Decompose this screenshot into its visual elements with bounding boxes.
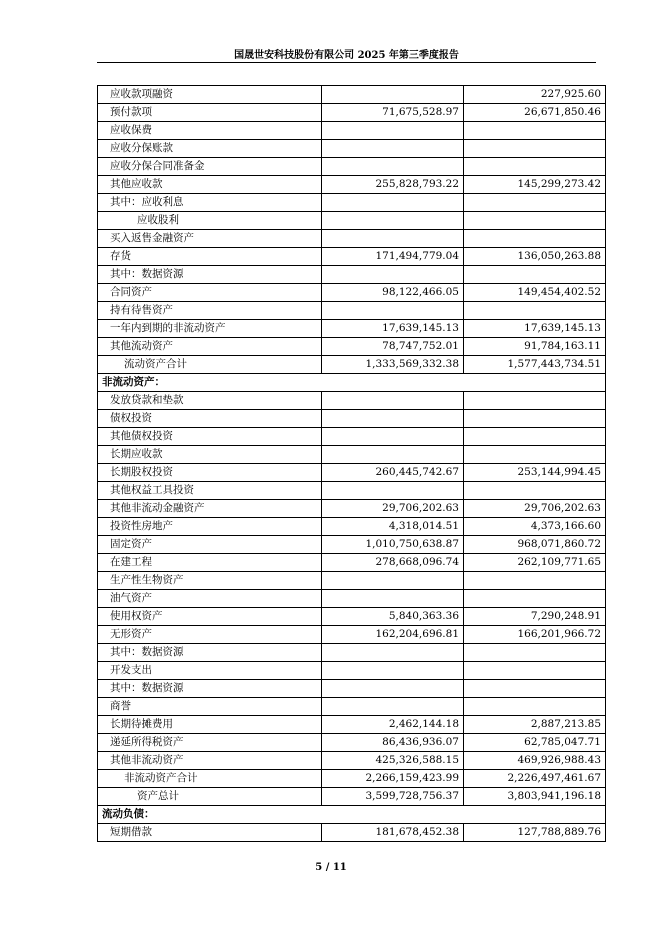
item-name: 递延所得税资产 [98, 734, 322, 752]
table-row [98, 716, 606, 734]
page-number: 5 / 11 [315, 862, 347, 873]
period-end-value [322, 194, 464, 212]
item-name: 其他权益工具投资 [98, 482, 322, 500]
period-end-value: 78,747,752.01 [322, 338, 464, 356]
table-row [98, 104, 606, 122]
item-name: 应收股利 [98, 212, 322, 230]
table-row [98, 176, 606, 194]
prior-year-end-value: 4,373,166.60 [464, 518, 606, 536]
prior-year-end-value: 968,071,860.72 [464, 536, 606, 554]
period-end-value [322, 698, 464, 716]
item-name: 持有待售资产 [98, 302, 322, 320]
balance-sheet-table [97, 85, 606, 842]
table-row [98, 752, 606, 770]
period-end-value [322, 212, 464, 230]
prior-year-end-value: 62,785,047.71 [464, 734, 606, 752]
item-name: 开发支出 [98, 662, 322, 680]
period-end-value: 2,266,159,423.99 [322, 770, 464, 788]
item-name: 应收款项融资 [98, 86, 322, 104]
period-end-value [322, 266, 464, 284]
table-row [98, 500, 606, 518]
item-name: 流动资产合计 [98, 356, 322, 374]
table-row [98, 626, 606, 644]
item-name: 应收分保合同准备金 [98, 158, 322, 176]
item-name: 长期股权投资 [98, 464, 322, 482]
period-end-value [322, 572, 464, 590]
prior-year-end-value: 166,201,966.72 [464, 626, 606, 644]
prior-year-end-value: 26,671,850.46 [464, 104, 606, 122]
item-name: 短期借款 [98, 824, 322, 842]
period-end-value: 162,204,696.81 [322, 626, 464, 644]
table-row [98, 122, 606, 140]
period-end-value [322, 158, 464, 176]
table-row [98, 554, 606, 572]
item-name: 合同资产 [98, 284, 322, 302]
period-end-value [322, 410, 464, 428]
item-name: 非流动资产合计 [98, 770, 322, 788]
prior-year-end-value [464, 410, 606, 428]
prior-year-end-value: 262,109,771.65 [464, 554, 606, 572]
table-row [98, 662, 606, 680]
item-name: 发放贷款和垫款 [98, 392, 322, 410]
prior-year-end-value [464, 482, 606, 500]
item-name: 资产总计 [98, 788, 322, 806]
item-name: 商誉 [98, 698, 322, 716]
table-row [98, 590, 606, 608]
table-row [98, 734, 606, 752]
period-end-value: 260,445,742.67 [322, 464, 464, 482]
period-end-value: 17,639,145.13 [322, 320, 464, 338]
item-name: 应收分保账款 [98, 140, 322, 158]
prior-year-end-value [464, 590, 606, 608]
period-end-value [322, 302, 464, 320]
prior-year-end-value: 7,290,248.91 [464, 608, 606, 626]
item-name: 存货 [98, 248, 322, 266]
item-name: 其他非流动金融资产 [98, 500, 322, 518]
item-name: 其他应收款 [98, 176, 322, 194]
period-end-value: 171,494,779.04 [322, 248, 464, 266]
table-row [98, 392, 606, 410]
prior-year-end-value [464, 680, 606, 698]
prior-year-end-value [464, 122, 606, 140]
prior-year-end-value: 469,926,988.43 [464, 752, 606, 770]
item-name: 一年内到期的非流动资产 [98, 320, 322, 338]
period-end-value: 4,318,014.51 [322, 518, 464, 536]
table-row [98, 302, 606, 320]
item-name: 长期待摊费用 [98, 716, 322, 734]
prior-year-end-value [464, 428, 606, 446]
report-header-title: 国晟世安科技股份有限公司 2025 年第三季度报告 [234, 50, 459, 61]
table-row [98, 212, 606, 230]
prior-year-end-value [464, 266, 606, 284]
prior-year-end-value [464, 230, 606, 248]
item-name: 固定资产 [98, 536, 322, 554]
period-end-value [322, 644, 464, 662]
period-end-value: 3,599,728,756.37 [322, 788, 464, 806]
table-row [98, 644, 606, 662]
prior-year-end-value [464, 644, 606, 662]
item-name: 其他流动资产 [98, 338, 322, 356]
period-end-value [322, 590, 464, 608]
period-end-value [322, 86, 464, 104]
header-divider [97, 62, 596, 63]
period-end-value [322, 662, 464, 680]
prior-year-end-value [464, 212, 606, 230]
item-name: 其中：数据资源 [98, 644, 322, 662]
table-row [98, 410, 606, 428]
table-row [98, 770, 606, 788]
section-heading: 非流动资产： [98, 374, 606, 392]
table-row [98, 284, 606, 302]
item-name: 其他债权投资 [98, 428, 322, 446]
period-end-value [322, 482, 464, 500]
period-end-value: 255,828,793.22 [322, 176, 464, 194]
section-row [98, 806, 606, 824]
item-name: 其中：数据资源 [98, 266, 322, 284]
table-row [98, 446, 606, 464]
prior-year-end-value: 136,050,263.88 [464, 248, 606, 266]
period-end-value: 1,010,750,638.87 [322, 536, 464, 554]
table-row [98, 194, 606, 212]
table-row [98, 356, 606, 374]
item-name: 债权投资 [98, 410, 322, 428]
prior-year-end-value [464, 662, 606, 680]
period-end-value: 71,675,528.97 [322, 104, 464, 122]
item-name: 其他非流动资产 [98, 752, 322, 770]
prior-year-end-value: 17,639,145.13 [464, 320, 606, 338]
item-name: 其中：应收利息 [98, 194, 322, 212]
item-name: 在建工程 [98, 554, 322, 572]
item-name: 投资性房地产 [98, 518, 322, 536]
table-row [98, 338, 606, 356]
table-row [98, 248, 606, 266]
prior-year-end-value: 3,803,941,196.18 [464, 788, 606, 806]
balance-sheet-body [98, 86, 606, 842]
period-end-value: 1,333,569,332.38 [322, 356, 464, 374]
prior-year-end-value: 253,144,994.45 [464, 464, 606, 482]
prior-year-end-value: 91,784,163.11 [464, 338, 606, 356]
prior-year-end-value: 149,454,402.52 [464, 284, 606, 302]
prior-year-end-value: 2,887,213.85 [464, 716, 606, 734]
period-end-value: 181,678,452.38 [322, 824, 464, 842]
prior-year-end-value: 2,226,497,461.67 [464, 770, 606, 788]
period-end-value: 29,706,202.63 [322, 500, 464, 518]
table-row [98, 824, 606, 842]
prior-year-end-value [464, 158, 606, 176]
prior-year-end-value: 1,577,443,734.51 [464, 356, 606, 374]
period-end-value: 425,326,588.15 [322, 752, 464, 770]
period-end-value [322, 140, 464, 158]
period-end-value [322, 230, 464, 248]
period-end-value [322, 446, 464, 464]
table-row [98, 464, 606, 482]
prior-year-end-value [464, 194, 606, 212]
prior-year-end-value [464, 698, 606, 716]
period-end-value: 98,122,466.05 [322, 284, 464, 302]
prior-year-end-value [464, 140, 606, 158]
period-end-value [322, 680, 464, 698]
prior-year-end-value [464, 572, 606, 590]
table-row [98, 320, 606, 338]
item-name: 油气资产 [98, 590, 322, 608]
period-end-value: 86,436,936.07 [322, 734, 464, 752]
table-row [98, 86, 606, 104]
prior-year-end-value [464, 302, 606, 320]
period-end-value: 2,462,144.18 [322, 716, 464, 734]
period-end-value [322, 122, 464, 140]
prior-year-end-value: 227,925.60 [464, 86, 606, 104]
item-name: 其中：数据资源 [98, 680, 322, 698]
item-name: 无形资产 [98, 626, 322, 644]
prior-year-end-value: 145,299,273.42 [464, 176, 606, 194]
table-row [98, 680, 606, 698]
period-end-value [322, 392, 464, 410]
period-end-value: 278,668,096.74 [322, 554, 464, 572]
item-name: 买入返售金融资产 [98, 230, 322, 248]
prior-year-end-value [464, 446, 606, 464]
table-row [98, 482, 606, 500]
table-row [98, 266, 606, 284]
period-end-value [322, 428, 464, 446]
table-row [98, 698, 606, 716]
table-row [98, 536, 606, 554]
prior-year-end-value: 127,788,889.76 [464, 824, 606, 842]
section-heading: 流动负债： [98, 806, 606, 824]
section-row [98, 374, 606, 392]
item-name: 应收保费 [98, 122, 322, 140]
table-row [98, 428, 606, 446]
item-name: 使用权资产 [98, 608, 322, 626]
table-row [98, 518, 606, 536]
period-end-value: 5,840,363.36 [322, 608, 464, 626]
table-row [98, 608, 606, 626]
item-name: 预付款项 [98, 104, 322, 122]
item-name: 长期应收款 [98, 446, 322, 464]
table-row [98, 572, 606, 590]
table-row [98, 788, 606, 806]
table-row [98, 158, 606, 176]
table-row [98, 140, 606, 158]
table-row [98, 230, 606, 248]
prior-year-end-value [464, 392, 606, 410]
prior-year-end-value: 29,706,202.63 [464, 500, 606, 518]
item-name: 生产性生物资产 [98, 572, 322, 590]
